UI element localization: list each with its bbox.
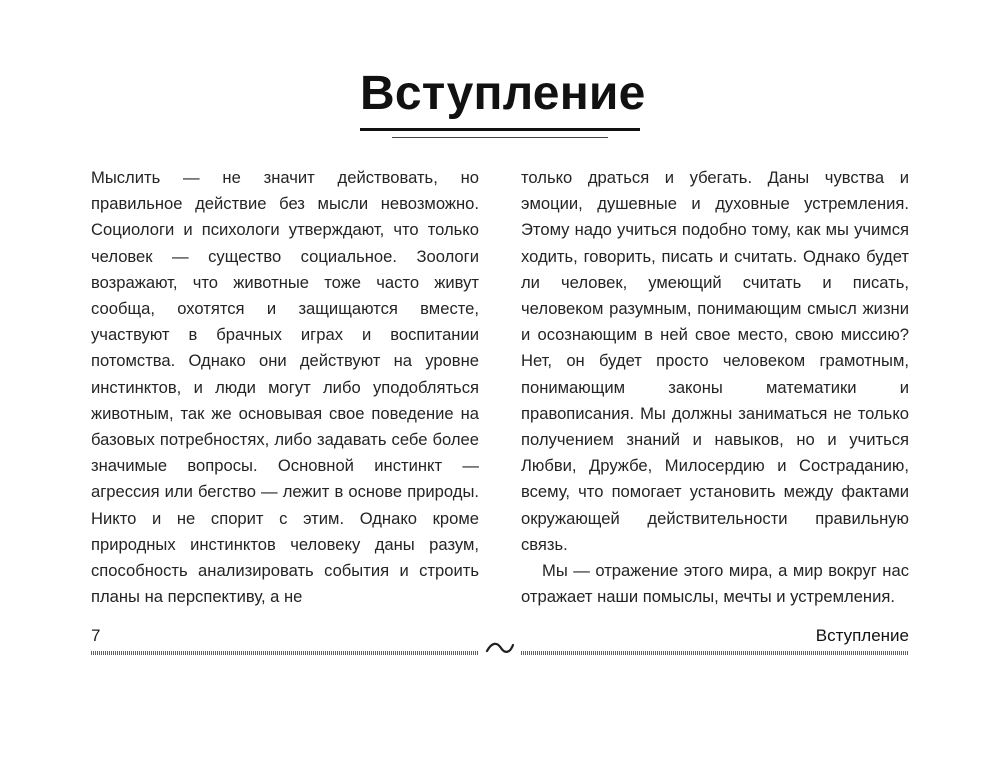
right-column-paragraph-continued: только драться и убегать. Даны чувства и эмоции, душевные и духовные устремления. Этому надо учиться подобно тому, как мы учимся ходить, говорить, писать и считать. Однако будет ли человек, умеющий считать и писать, человеком разумным, понимающим смысл жизни и осознающим в ней свое место, свою миссию? Нет, он будет просто человеком грамотным, понимающим законы математики и правописания. Мы должны заниматься не только получением знаний и навыков, но и учиться Любви, Дружбе, Милосердию и Состраданию, всему, что помогает установить между фактами окружающей действительности правильную связь. [521, 168, 909, 554]
right-text-column [521, 165, 909, 610]
right-column-paragraph-final: Мы — отражение этого мира, а мир вокруг нас отражает наши помыслы, мечты и устремления. [521, 561, 909, 607]
body-text-columns [91, 165, 909, 610]
title-underline-thick [360, 128, 640, 131]
page-title: Вступление [360, 67, 646, 120]
chapter-header [360, 64, 646, 124]
page-number: 7 [91, 626, 101, 645]
footer-dotted-rule-right [521, 651, 909, 655]
footer-dotted-rule-left [91, 651, 479, 655]
page-footer [91, 625, 909, 665]
title-underline-thin [392, 137, 608, 138]
running-title: Вступление [815, 626, 909, 645]
left-text-column [91, 165, 479, 610]
left-column-paragraph: Мыслить — не значит действовать, но правильное действие без мысли невозможно. Социологи и психологи утверждают, что только человек — существо социальное. Зоологи возражают, что животные тоже часто живут сообща, охотятся и защищаются вместе, участвуют в брачных играх и воспитании потомства. Однако они действуют на уровне инстинктов, и люди могут либо уподобляться животным, так же основывая свое поведение на базовых потребностях, либо задавать себе более значимые вопросы. Основной инстинкт — агрессия или бегство — лежит в основе природы. Никто и не спорит с этим. Однако кроме природных инстинктов человеку даны разум, способность анализировать события и строить планы на перспективу, а не [91, 168, 479, 607]
tilde-icon [484, 633, 516, 661]
